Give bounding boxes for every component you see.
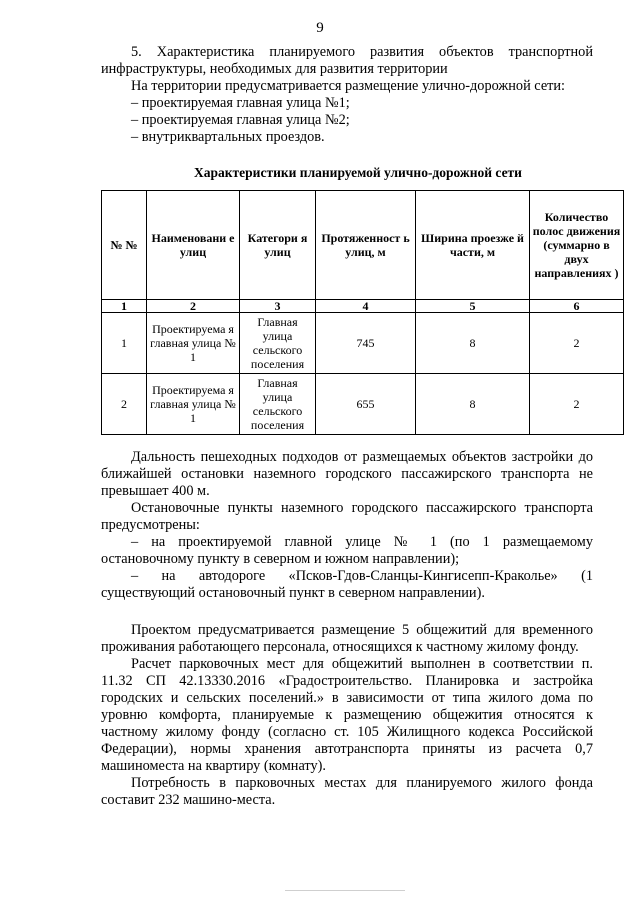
paragraph-parking-need: Потребность в парковочных местах для планируемого жилого фонда составит 232 машино-места. [101, 775, 593, 808]
list-item: – проектируемая главная улица №2; [131, 112, 350, 128]
list-item: – внутриквартальных проездов. [131, 129, 325, 145]
cell-length: 655 [316, 374, 416, 435]
column-number-cell: 5 [416, 300, 530, 313]
column-number-cell: 6 [530, 300, 624, 313]
table-header-row [102, 191, 624, 300]
header-cell-category: Категори я улиц [240, 191, 316, 300]
cell-width: 8 [416, 374, 530, 435]
cell-number: 2 [102, 374, 147, 435]
cell-lanes: 2 [530, 374, 624, 435]
header-cell-number: № № [102, 191, 147, 300]
header-cell-lanes: Количество полос движения (суммарно в двух направлениях ) [530, 191, 624, 300]
table-row [102, 313, 624, 374]
paragraph-pedestrian-distance: Дальность пешеходных подходов от размещаемых объектов застройки до ближайшей остановки наземного городского пассажирского транспорта не превышает 400 м. [101, 449, 593, 499]
paragraph-dormitories: Проектом предусматривается размещение 5 общежитий для временного проживания работающего персонала, относящихся к частному жилому фонду. [101, 622, 593, 655]
column-number-cell: 2 [147, 300, 240, 313]
table-title: Характеристики планируемой улично-дорожной сети [194, 165, 522, 180]
cell-name: Проектируема я главная улица № 1 [147, 313, 240, 374]
cell-category: Главная улица сельского поселения [240, 313, 316, 374]
column-number-row [102, 300, 624, 313]
cell-category: Главная улица сельского поселения [240, 374, 316, 435]
page-number: 9 [316, 20, 324, 36]
cell-length: 745 [316, 313, 416, 374]
paragraph-stops-main-street: – на проектируемой главной улице № 1 (по 1 размещаемому остановочному пункту в северном и южном направлении); [101, 534, 593, 567]
column-number-cell: 4 [316, 300, 416, 313]
header-cell-width: Ширина проезже й части, м [416, 191, 530, 300]
section-heading-line1: 5. Характеристика планируемого развития объектов транспортной [131, 44, 593, 60]
paragraph-stops-highway: – на автодороге «Псков-Гдов-Сланцы-Кингисепп-Краколье» (1 существующий остановочный пункт в северном направлении). [101, 568, 593, 601]
header-cell-name: Наименовани е улиц [147, 191, 240, 300]
section-heading-line2: инфраструктуры, необходимых для развития территории [101, 61, 448, 77]
cell-width: 8 [416, 313, 530, 374]
street-network-table [101, 190, 624, 435]
table-row [102, 374, 624, 435]
footer-divider [285, 890, 405, 891]
header-cell-length: Протяженност ь улиц, м [316, 191, 416, 300]
section-intro: На территории предусматривается размещение улично-дорожной сети: [131, 78, 566, 94]
column-number-cell: 3 [240, 300, 316, 313]
paragraph-stops-intro: Остановочные пункты наземного городского пассажирского транспорта предусмотрены: [101, 500, 593, 533]
cell-number: 1 [102, 313, 147, 374]
cell-name: Проектируема я главная улица № 1 [147, 374, 240, 435]
column-number-cell: 1 [102, 300, 147, 313]
list-item: – проектируемая главная улица №1; [131, 95, 350, 111]
cell-lanes: 2 [530, 313, 624, 374]
paragraph-parking-calc: Расчет парковочных мест для общежитий выполнен в соответствии п. 11.32 СП 42.13330.2016 «Градостроительство. Планировка и застройка городских и сельских поселений.» в зависимости от типа жилого дома по уровню комфорта, планируемые к размещению общежития относятся к частному жилому фонду (согласно ст. 105 Жилищного кодекса Российской Федерации), нормы хранения автотранспорта приняты из расчета 0,7 машиноместа на квартиру (комнату). [101, 656, 593, 774]
document-body [101, 44, 621, 809]
